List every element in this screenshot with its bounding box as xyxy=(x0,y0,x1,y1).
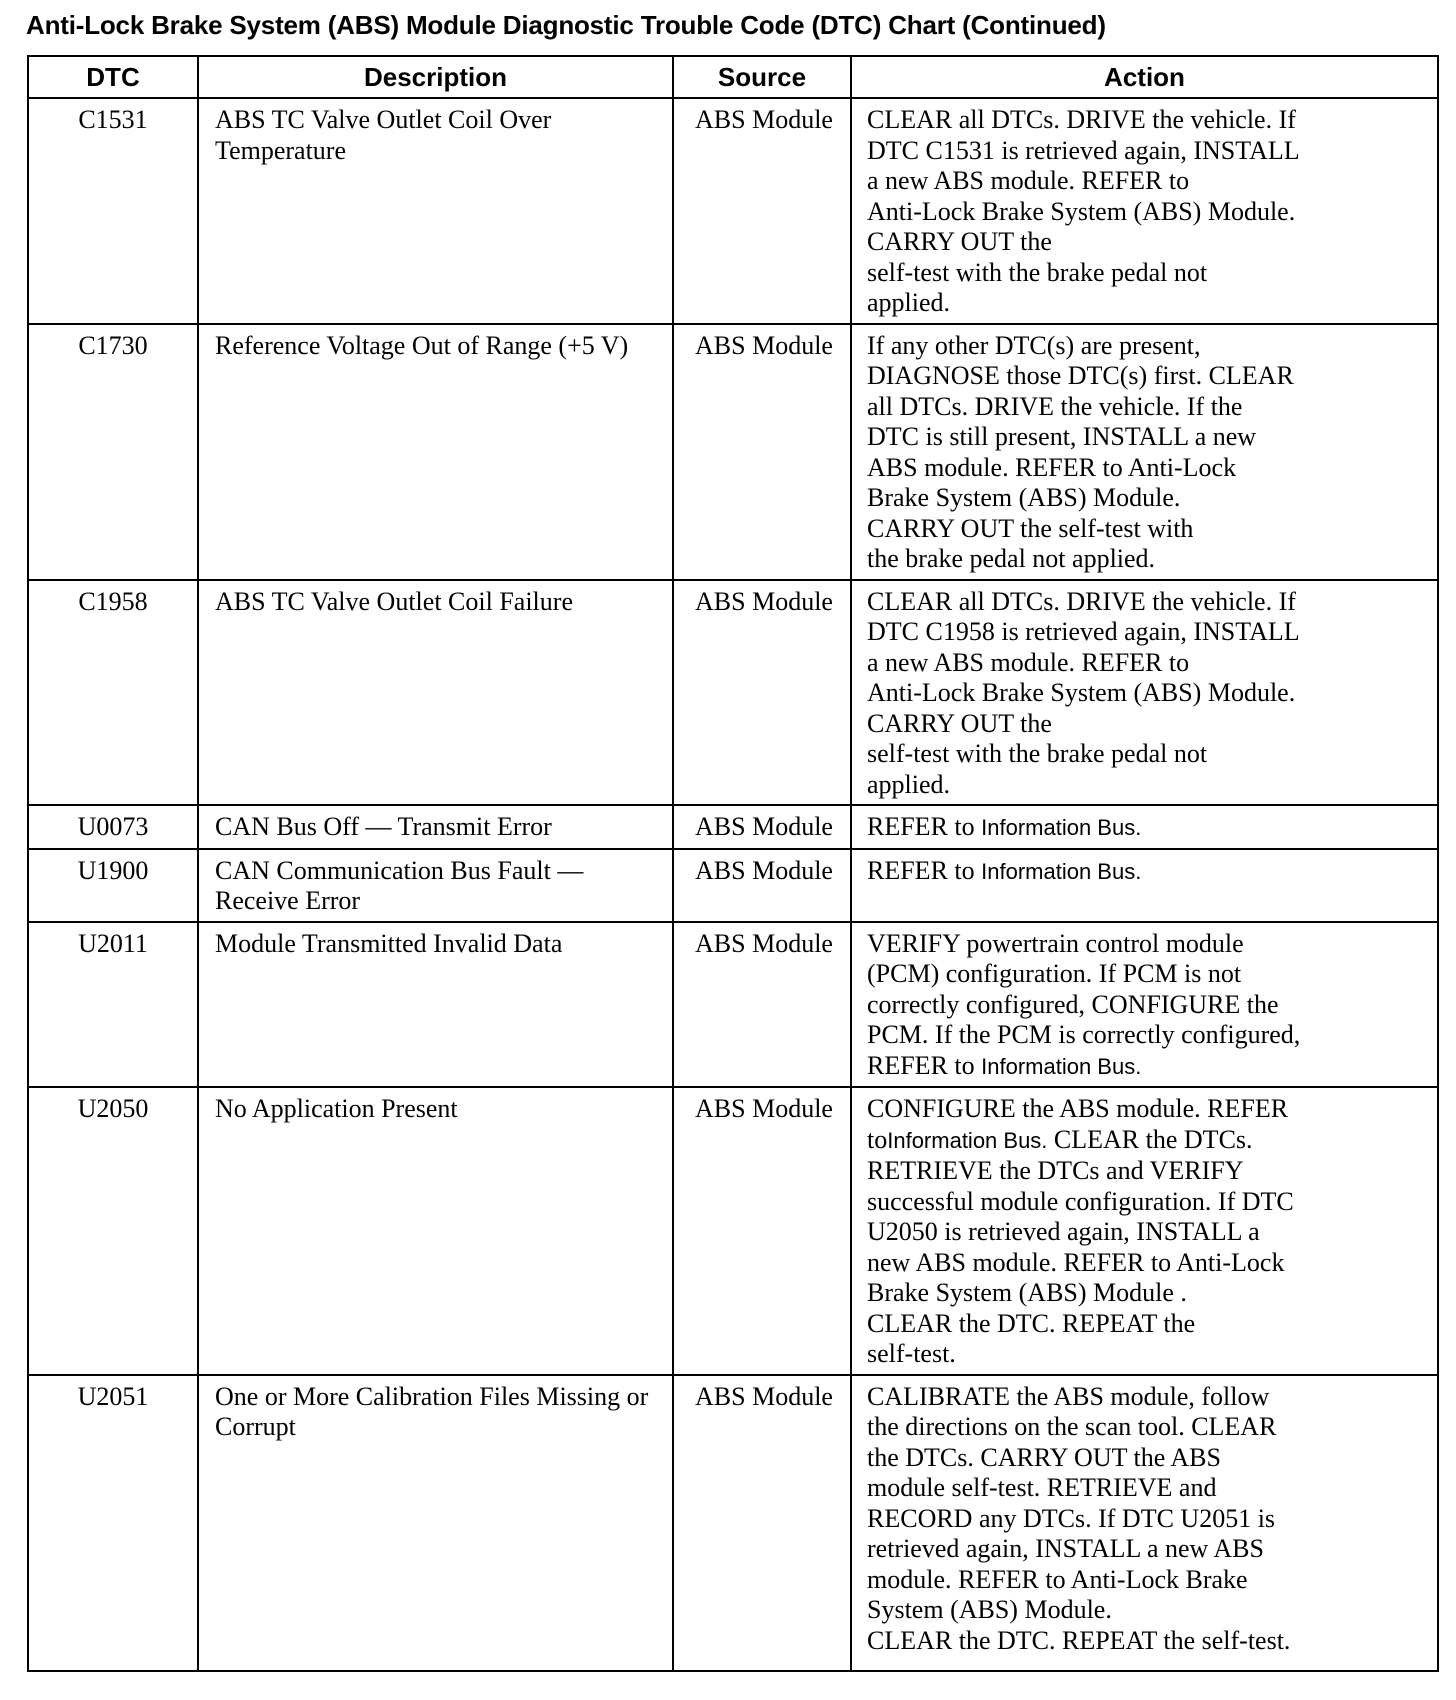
dtc-action xyxy=(851,98,1438,324)
action-line: RECORD any DTCs. If DTC U2051 is xyxy=(867,1503,1276,1533)
action-line: PCM. If the PCM is correctly configured, xyxy=(867,1020,1301,1049)
dtc-code: U0073 xyxy=(28,805,198,849)
action-line: DTC is still present, INSTALL a new xyxy=(867,422,1257,451)
action-line: CONFIGURE the ABS module. REFER xyxy=(867,1094,1289,1123)
dtc-source: ABS Module xyxy=(673,1087,851,1375)
table-row xyxy=(28,580,1438,806)
action-line: CLEAR the DTC. REPEAT the xyxy=(867,1308,1196,1338)
information-bus-reference: Information Bus. xyxy=(981,815,1142,840)
dtc-description: CAN Bus Off — Transmit Error xyxy=(198,805,673,849)
action-line: the brake pedal not applied. xyxy=(867,544,1156,573)
action-text: REFER to xyxy=(867,855,982,885)
dtc-code: C1958 xyxy=(28,580,198,806)
dtc-action xyxy=(851,324,1438,580)
header-action: Action xyxy=(851,56,1438,98)
action-line: CLEAR the DTC. REPEAT the self-test. xyxy=(867,1625,1291,1655)
table-row xyxy=(28,98,1438,324)
action-line: CLEAR all DTCs. DRIVE the vehicle. If xyxy=(867,586,1296,616)
dtc-description: Module Transmitted Invalid Data xyxy=(198,922,673,1088)
action-line: CALIBRATE the ABS module, follow xyxy=(867,1381,1270,1411)
action-line: U2050 is retrieved again, INSTALL a xyxy=(867,1217,1260,1246)
action-line: Brake System (ABS) Module . xyxy=(867,1278,1187,1307)
dtc-source: ABS Module xyxy=(673,98,851,324)
action-line: (PCM) configuration. If PCM is not xyxy=(867,959,1242,988)
dtc-source: ABS Module xyxy=(673,324,851,580)
action-line: CARRY OUT the xyxy=(867,708,1052,738)
action-line: ABS module. REFER to Anti-Lock xyxy=(867,452,1237,482)
dtc-description: ABS TC Valve Outlet Coil Failure xyxy=(198,580,673,806)
dtc-source: ABS Module xyxy=(673,580,851,806)
dtc-action xyxy=(851,805,1438,849)
action-line: self-test with the brake pedal not xyxy=(867,257,1208,287)
header-dtc: DTC xyxy=(28,56,198,98)
table-row xyxy=(28,922,1438,1088)
action-line xyxy=(867,1051,1433,1083)
dtc-code: C1730 xyxy=(28,324,198,580)
action-line: Anti-Lock Brake System (ABS) Module. xyxy=(867,196,1296,226)
action-text: REFER to xyxy=(867,812,982,841)
information-bus-reference: Information Bus. xyxy=(981,858,1142,884)
dtc-source: ABS Module xyxy=(673,922,851,1088)
page-title: Anti-Lock Brake System (ABS) Module Diagnostic Trouble Code (DTC) Chart (Continued) xyxy=(26,10,1106,40)
dtc-action xyxy=(851,1087,1438,1375)
action-line: correctly configured, CONFIGURE the xyxy=(867,989,1279,1019)
dtc-code: U2051 xyxy=(28,1375,198,1671)
action-line: Anti-Lock Brake System (ABS) Module. xyxy=(867,678,1296,707)
action-line: a new ABS module. REFER to xyxy=(867,166,1190,195)
dtc-action xyxy=(851,922,1438,1088)
action-line: module. REFER to Anti-Lock Brake xyxy=(867,1564,1248,1594)
dtc-code: C1531 xyxy=(28,98,198,324)
action-line: applied. xyxy=(867,769,951,799)
action-text: CLEAR the DTCs. xyxy=(1047,1124,1253,1154)
action-line: DIAGNOSE those DTC(s) first. CLEAR xyxy=(867,361,1294,390)
information-bus-reference: Information Bus. xyxy=(887,1127,1048,1153)
action-line: all DTCs. DRIVE the vehicle. If the xyxy=(867,391,1243,421)
dtc-action xyxy=(851,580,1438,806)
action-line: a new ABS module. REFER to xyxy=(867,647,1190,677)
dtc-code: U2011 xyxy=(28,922,198,1088)
table-row xyxy=(28,849,1438,922)
action-line: CARRY OUT the xyxy=(867,227,1052,256)
dtc-table xyxy=(27,55,1439,1672)
action-line: System (ABS) Module. xyxy=(867,1595,1112,1624)
action-line: CARRY OUT the self-test with xyxy=(867,513,1194,543)
action-line: successful module configuration. If DTC xyxy=(867,1186,1294,1216)
information-bus-reference: Information Bus. xyxy=(981,1053,1142,1079)
action-line: module self-test. RETRIEVE and xyxy=(867,1473,1217,1502)
dtc-action xyxy=(851,1375,1438,1671)
dtc-code: U1900 xyxy=(28,849,198,922)
action-text: to xyxy=(867,1124,888,1154)
dtc-source: ABS Module xyxy=(673,805,851,849)
dtc-description: Reference Voltage Out of Range (+5 V) xyxy=(198,324,673,580)
dtc-source: ABS Module xyxy=(673,1375,851,1671)
action-line: applied. xyxy=(867,288,951,317)
action-line: RETRIEVE the DTCs and VERIFY xyxy=(867,1156,1244,1185)
action-line: Brake System (ABS) Module. xyxy=(867,483,1181,512)
action-line: VERIFY powertrain control module xyxy=(867,928,1244,958)
action-line: retrieved again, INSTALL a new ABS xyxy=(867,1534,1264,1563)
action-line: new ABS module. REFER to Anti-Lock xyxy=(867,1247,1285,1277)
dtc-action xyxy=(851,849,1438,922)
action-line xyxy=(867,1125,1433,1157)
action-line: DTC C1958 is retrieved again, INSTALL xyxy=(867,617,1300,646)
action-line: DTC C1531 is retrieved again, INSTALL xyxy=(867,135,1300,165)
dtc-description: One or More Calibration Files Missing or Corrupt xyxy=(198,1375,673,1671)
header-source: Source xyxy=(673,56,851,98)
action-line: the DTCs. CARRY OUT the ABS xyxy=(867,1442,1221,1472)
table-row xyxy=(28,324,1438,580)
action-line: CLEAR all DTCs. DRIVE the vehicle. If xyxy=(867,105,1296,134)
table-row xyxy=(28,1375,1438,1671)
header-description: Description xyxy=(198,56,673,98)
dtc-code: U2050 xyxy=(28,1087,198,1375)
table-row xyxy=(28,805,1438,849)
action-line: self-test with the brake pedal not xyxy=(867,739,1208,768)
dtc-source: ABS Module xyxy=(673,849,851,922)
dtc-description: No Application Present xyxy=(198,1087,673,1375)
action-line: If any other DTC(s) are present, xyxy=(867,330,1201,360)
action-text: REFER to xyxy=(867,1050,982,1080)
action-line: self-test. xyxy=(867,1339,956,1368)
table-row xyxy=(28,1087,1438,1375)
dtc-description: ABS TC Valve Outlet Coil Over Temperature xyxy=(198,98,673,324)
action-line: the directions on the scan tool. CLEAR xyxy=(867,1412,1277,1441)
table-header-row xyxy=(28,56,1438,98)
dtc-description: CAN Communication Bus Fault — Receive Error xyxy=(198,849,673,922)
